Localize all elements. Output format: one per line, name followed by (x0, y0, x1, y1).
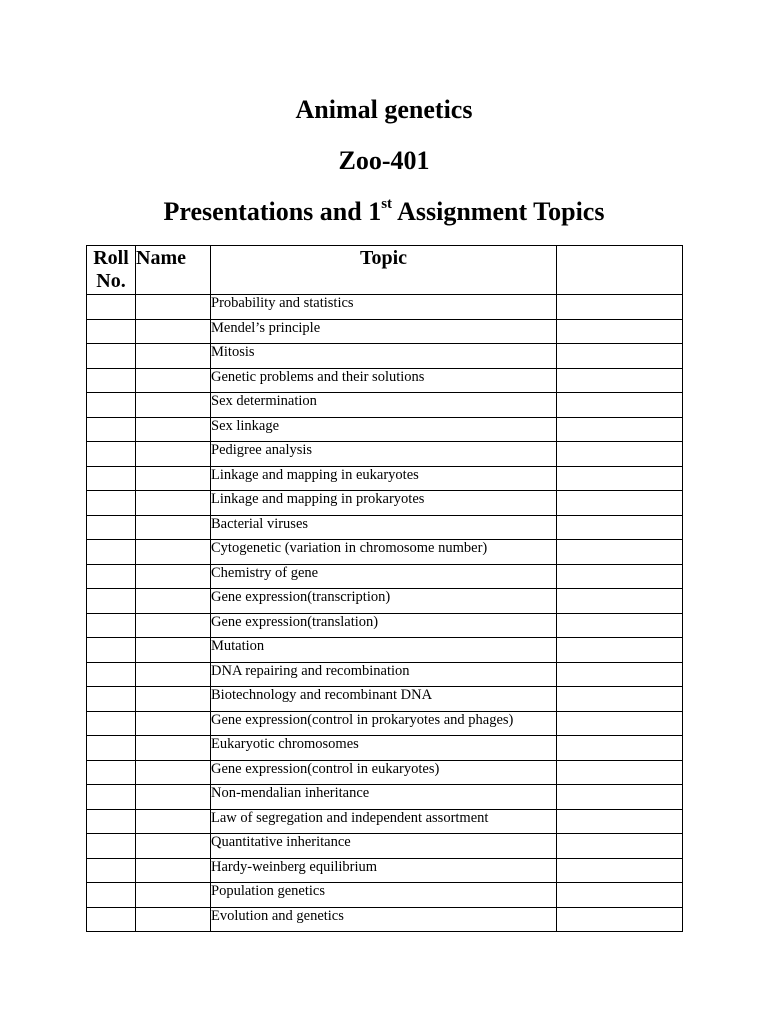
table-row (87, 417, 683, 442)
header-roll-line1: Roll (93, 247, 129, 269)
topic-cell: Biotechnology and recombinant DNA (211, 687, 557, 712)
roll-cell (87, 809, 136, 834)
name-cell (136, 368, 211, 393)
roll-cell (87, 760, 136, 785)
extra-cell (557, 515, 683, 540)
table-row (87, 589, 683, 614)
name-cell (136, 883, 211, 908)
topic-cell: Linkage and mapping in prokaryotes (211, 491, 557, 516)
table-row (87, 491, 683, 516)
roll-cell (87, 662, 136, 687)
table-row (87, 736, 683, 761)
table-row (87, 442, 683, 467)
name-cell (136, 515, 211, 540)
name-cell (136, 662, 211, 687)
topic-cell: Gene expression(transcription) (211, 589, 557, 614)
ordinal-suffix: st (381, 196, 393, 213)
topic-cell: Hardy-weinberg equilibrium (211, 858, 557, 883)
name-cell (136, 319, 211, 344)
topic-cell: Gene expression(control in prokaryotes and phages) (211, 711, 557, 736)
table-row (87, 466, 683, 491)
extra-cell (557, 858, 683, 883)
name-cell (136, 760, 211, 785)
name-cell (136, 393, 211, 418)
roll-cell (87, 442, 136, 467)
table-row (87, 785, 683, 810)
roll-cell (87, 907, 136, 932)
table-row (87, 540, 683, 565)
table-row (87, 711, 683, 736)
topic-cell: Quantitative inheritance (211, 834, 557, 859)
extra-cell (557, 736, 683, 761)
table-row (87, 344, 683, 369)
name-cell (136, 613, 211, 638)
name-cell (136, 907, 211, 932)
topic-cell: Gene expression(translation) (211, 613, 557, 638)
roll-cell (87, 613, 136, 638)
extra-cell (557, 540, 683, 565)
topic-cell: Genetic problems and their solutions (211, 368, 557, 393)
topic-cell: Linkage and mapping in eukaryotes (211, 466, 557, 491)
name-cell (136, 466, 211, 491)
document-title: Animal genetics (295, 95, 473, 124)
name-cell (136, 344, 211, 369)
roll-cell (87, 687, 136, 712)
name-cell (136, 785, 211, 810)
topic-cell: DNA repairing and recombination (211, 662, 557, 687)
table-row (87, 295, 683, 320)
roll-cell (87, 736, 136, 761)
roll-cell (87, 417, 136, 442)
topic-cell: Bacterial viruses (211, 515, 557, 540)
name-cell (136, 736, 211, 761)
extra-cell (557, 319, 683, 344)
name-cell (136, 858, 211, 883)
extra-cell (557, 907, 683, 932)
topics-table (86, 245, 683, 932)
extra-cell (557, 344, 683, 369)
extra-cell (557, 785, 683, 810)
topic-cell: Non-mendalian inheritance (211, 785, 557, 810)
topic-cell: Pedigree analysis (211, 442, 557, 467)
topic-cell: Mendel’s principle (211, 319, 557, 344)
extra-cell (557, 809, 683, 834)
topic-cell: Probability and statistics (211, 295, 557, 320)
roll-cell (87, 564, 136, 589)
topic-cell: Eukaryotic chromosomes (211, 736, 557, 761)
header-topic: Topic (211, 246, 557, 295)
topic-cell: Population genetics (211, 883, 557, 908)
table-header-row (87, 246, 683, 295)
assignment-heading (0, 197, 768, 227)
table-row (87, 564, 683, 589)
roll-cell (87, 515, 136, 540)
assignment-heading-text-end: Assignment Topics (392, 197, 605, 226)
roll-cell (87, 319, 136, 344)
roll-cell (87, 638, 136, 663)
topic-cell: Cytogenetic (variation in chromosome number) (211, 540, 557, 565)
extra-cell (557, 613, 683, 638)
topic-cell: Mutation (211, 638, 557, 663)
table-row (87, 319, 683, 344)
topic-cell: Sex linkage (211, 417, 557, 442)
extra-cell (557, 491, 683, 516)
extra-cell (557, 466, 683, 491)
extra-cell (557, 417, 683, 442)
extra-cell (557, 687, 683, 712)
topic-cell: Gene expression(control in eukaryotes) (211, 760, 557, 785)
name-cell (136, 711, 211, 736)
extra-cell (557, 295, 683, 320)
roll-cell (87, 393, 136, 418)
roll-cell (87, 540, 136, 565)
extra-cell (557, 368, 683, 393)
course-code: Zoo-401 (338, 146, 430, 175)
table-row (87, 760, 683, 785)
extra-cell (557, 711, 683, 736)
table-row (87, 834, 683, 859)
name-cell (136, 809, 211, 834)
roll-cell (87, 858, 136, 883)
table-row (87, 613, 683, 638)
table-row (87, 858, 683, 883)
roll-cell (87, 491, 136, 516)
name-cell (136, 295, 211, 320)
extra-cell (557, 760, 683, 785)
roll-cell (87, 589, 136, 614)
table-row (87, 907, 683, 932)
header-roll-line2: No. (96, 270, 126, 292)
table-row (87, 368, 683, 393)
header-name: Name (136, 246, 211, 295)
roll-cell (87, 711, 136, 736)
extra-cell (557, 834, 683, 859)
topic-cell: Mitosis (211, 344, 557, 369)
table-row (87, 809, 683, 834)
roll-cell (87, 883, 136, 908)
roll-cell (87, 295, 136, 320)
table-row (87, 687, 683, 712)
roll-cell (87, 834, 136, 859)
assignment-heading-text: Presentations and 1 (163, 197, 382, 226)
roll-cell (87, 368, 136, 393)
extra-cell (557, 589, 683, 614)
header-roll-no (87, 246, 136, 295)
name-cell (136, 564, 211, 589)
table-row (87, 393, 683, 418)
extra-cell (557, 564, 683, 589)
extra-cell (557, 393, 683, 418)
extra-cell (557, 442, 683, 467)
topic-cell: Law of segregation and independent assortment (211, 809, 557, 834)
topics-table-body (87, 295, 683, 932)
roll-cell (87, 344, 136, 369)
table-row (87, 662, 683, 687)
extra-cell (557, 883, 683, 908)
topic-cell: Evolution and genetics (211, 907, 557, 932)
name-cell (136, 589, 211, 614)
extra-cell (557, 662, 683, 687)
table-row (87, 515, 683, 540)
name-cell (136, 540, 211, 565)
name-cell (136, 442, 211, 467)
topic-cell: Chemistry of gene (211, 564, 557, 589)
topic-cell: Sex determination (211, 393, 557, 418)
table-row (87, 638, 683, 663)
roll-cell (87, 466, 136, 491)
name-cell (136, 687, 211, 712)
header-extra (557, 246, 683, 295)
name-cell (136, 491, 211, 516)
extra-cell (557, 638, 683, 663)
name-cell (136, 638, 211, 663)
roll-cell (87, 785, 136, 810)
name-cell (136, 834, 211, 859)
table-row (87, 883, 683, 908)
name-cell (136, 417, 211, 442)
